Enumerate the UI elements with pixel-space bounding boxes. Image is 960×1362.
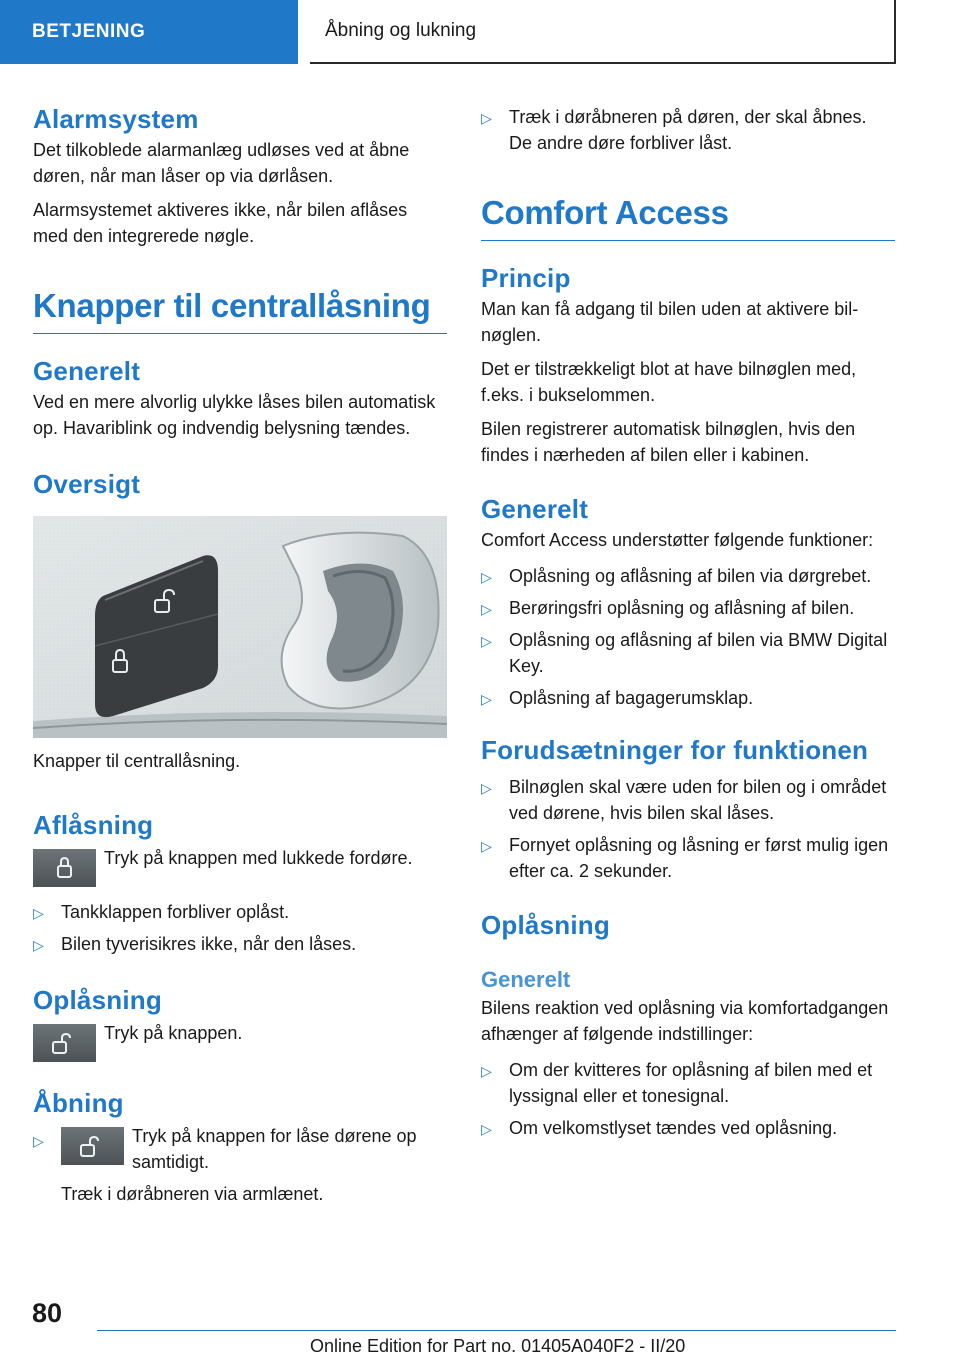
list-item: ▷ Bilnøglen skal være uden for bilen og i området ved dørene, hvis bilen skal låses.: [481, 777, 887, 823]
abning-text: Tryk på knappen for låse dørene op samtidigt.: [132, 1126, 417, 1172]
generelt-paragraph-right: Comfort Access understøtter følgende funktioner:: [481, 530, 874, 550]
unlock-button-image: [33, 1024, 96, 1062]
list-item: ▷ Oplåsning og aflåsning af bilen via dørgrebet.: [481, 563, 895, 589]
oplasning-text: Tryk på knappen.: [104, 1023, 243, 1043]
oplasning-list: [481, 1057, 895, 1141]
princip-paragraph-2: Det er tilstrækkeligt blot at have bilnøglen med, f.eks. i bukselommen.: [481, 359, 857, 405]
door-panel-illustration: [33, 516, 447, 738]
bullet-triangle-icon: ▷: [481, 1063, 492, 1079]
bullet-triangle-icon: ▷: [481, 601, 492, 617]
oplasning-row: [33, 1024, 447, 1062]
oplasning-heading: Oplåsning: [33, 985, 162, 1015]
bullet-triangle-icon: ▷: [481, 691, 492, 707]
princip-paragraph-1: Man kan få adgang til bilen uden at aktivere bilnøglen.: [481, 299, 859, 345]
aflasning-text: Tryk på knappen med lukkede fordøre.: [104, 848, 413, 868]
abning-item: [33, 1127, 447, 1207]
princip-heading: Princip: [481, 263, 571, 293]
list-item: ▷ Tankklappen forbliver oplåst.: [33, 899, 447, 925]
oversigt-heading: Oversigt: [33, 469, 141, 499]
bullet-triangle-icon: ▷: [33, 937, 44, 953]
generelt-paragraph: Ved en mere alvorlig ulykke låses bilen automatisk op. Havariblink og indvendig belysning tændes.: [33, 392, 436, 438]
generelt-heading: Generelt: [33, 356, 141, 386]
lock-button-image: [33, 849, 96, 887]
bullet-triangle-icon: ▷: [33, 1133, 44, 1149]
right-column: [481, 100, 895, 1141]
left-column: [33, 100, 447, 1207]
section-tab: [0, 0, 298, 64]
bullet-triangle-icon: ▷: [481, 1121, 492, 1137]
bullet-triangle-icon: ▷: [481, 838, 492, 854]
aflasning-row: [33, 849, 447, 887]
photo-caption: Knapper til centrallåsning.: [33, 751, 241, 771]
list-item: ▷ Bilen tyverisikres ikke, når den låses.: [33, 931, 447, 957]
door-panel-photo: [33, 516, 447, 738]
bullet-triangle-icon: ▷: [481, 633, 492, 649]
forudsaetninger-heading: Forudsætninger for funktionen: [481, 735, 869, 765]
list-item: ▷ Oplåsning af bagagerumsklap.: [481, 685, 895, 711]
list-item: ▷ Træk i døråbneren på døren, der skal åbnes. De andre døre forbliver låst.: [481, 107, 867, 153]
bullet-triangle-icon: ▷: [33, 905, 44, 921]
alarm-paragraph-2: Alarmsystemet aktiveres ikke, når bilen aflåses med den integrerede nøgle.: [33, 200, 408, 246]
bullet-triangle-icon: ▷: [481, 569, 492, 585]
generelt-list: [481, 563, 895, 711]
footer-divider: [97, 1330, 896, 1331]
list-item: ▷ Om der kvitteres for oplåsning af bilen med et lyssignal eller et tonesignal.: [481, 1060, 873, 1106]
comfort-access-heading: Comfort Access: [481, 194, 895, 241]
edition-footer: Online Edition for Part no. 01405A040F2 - II/20: [310, 1336, 686, 1356]
list-item: ▷ Berøringsfri oplåsning og aflåsning af bilen.: [481, 595, 895, 621]
aflasning-heading: Aflåsning: [33, 810, 154, 840]
page-number: 80: [32, 1298, 63, 1328]
abning-heading: Åbning: [33, 1088, 124, 1118]
aflasning-list: [33, 899, 447, 957]
oplasning-heading-right: Oplåsning: [481, 910, 610, 940]
abning-subtext: Træk i døråbneren via armlænet.: [61, 1184, 324, 1204]
list-item: ▷ Fornyet oplåsning og låsning er først mulig igen efter ca. 2 sekunder.: [481, 835, 889, 881]
chapter-label: Åbning og lukning: [325, 20, 477, 41]
alarm-paragraph-1: Det tilkoblede alarmanlæg udløses ved at åbne døren, når man låser op via dørlåsen.: [33, 140, 410, 186]
section-label: BETJENING: [32, 21, 146, 42]
alarm-heading: Alarmsystem: [33, 104, 199, 134]
chapter-header: [310, 0, 896, 64]
bullet-triangle-icon: ▷: [481, 110, 492, 126]
forud-list: [481, 774, 895, 884]
oplasning-subheading: Generelt: [481, 967, 571, 992]
list-item: ▷ Om velkomstlyset tændes ved oplåsning.: [481, 1115, 895, 1141]
unlock-button-image-2: [61, 1127, 124, 1165]
princip-paragraph-3: Bilen registrerer automatisk bilnøglen, hvis den findes i nærheden af bilen eller i kabinen.: [481, 419, 856, 465]
knapper-heading: Knapper til centrallåsning: [33, 287, 447, 334]
generelt-heading-right: Generelt: [481, 494, 589, 524]
bullet-triangle-icon: ▷: [481, 780, 492, 796]
list-item: ▷ Oplåsning og aflåsning af bilen via BMW Digital Key.: [481, 630, 888, 676]
oplasning-paragraph: Bilens reaktion ved oplåsning via komfortadgangen afhænger af følgende indstillinger:: [481, 998, 889, 1044]
